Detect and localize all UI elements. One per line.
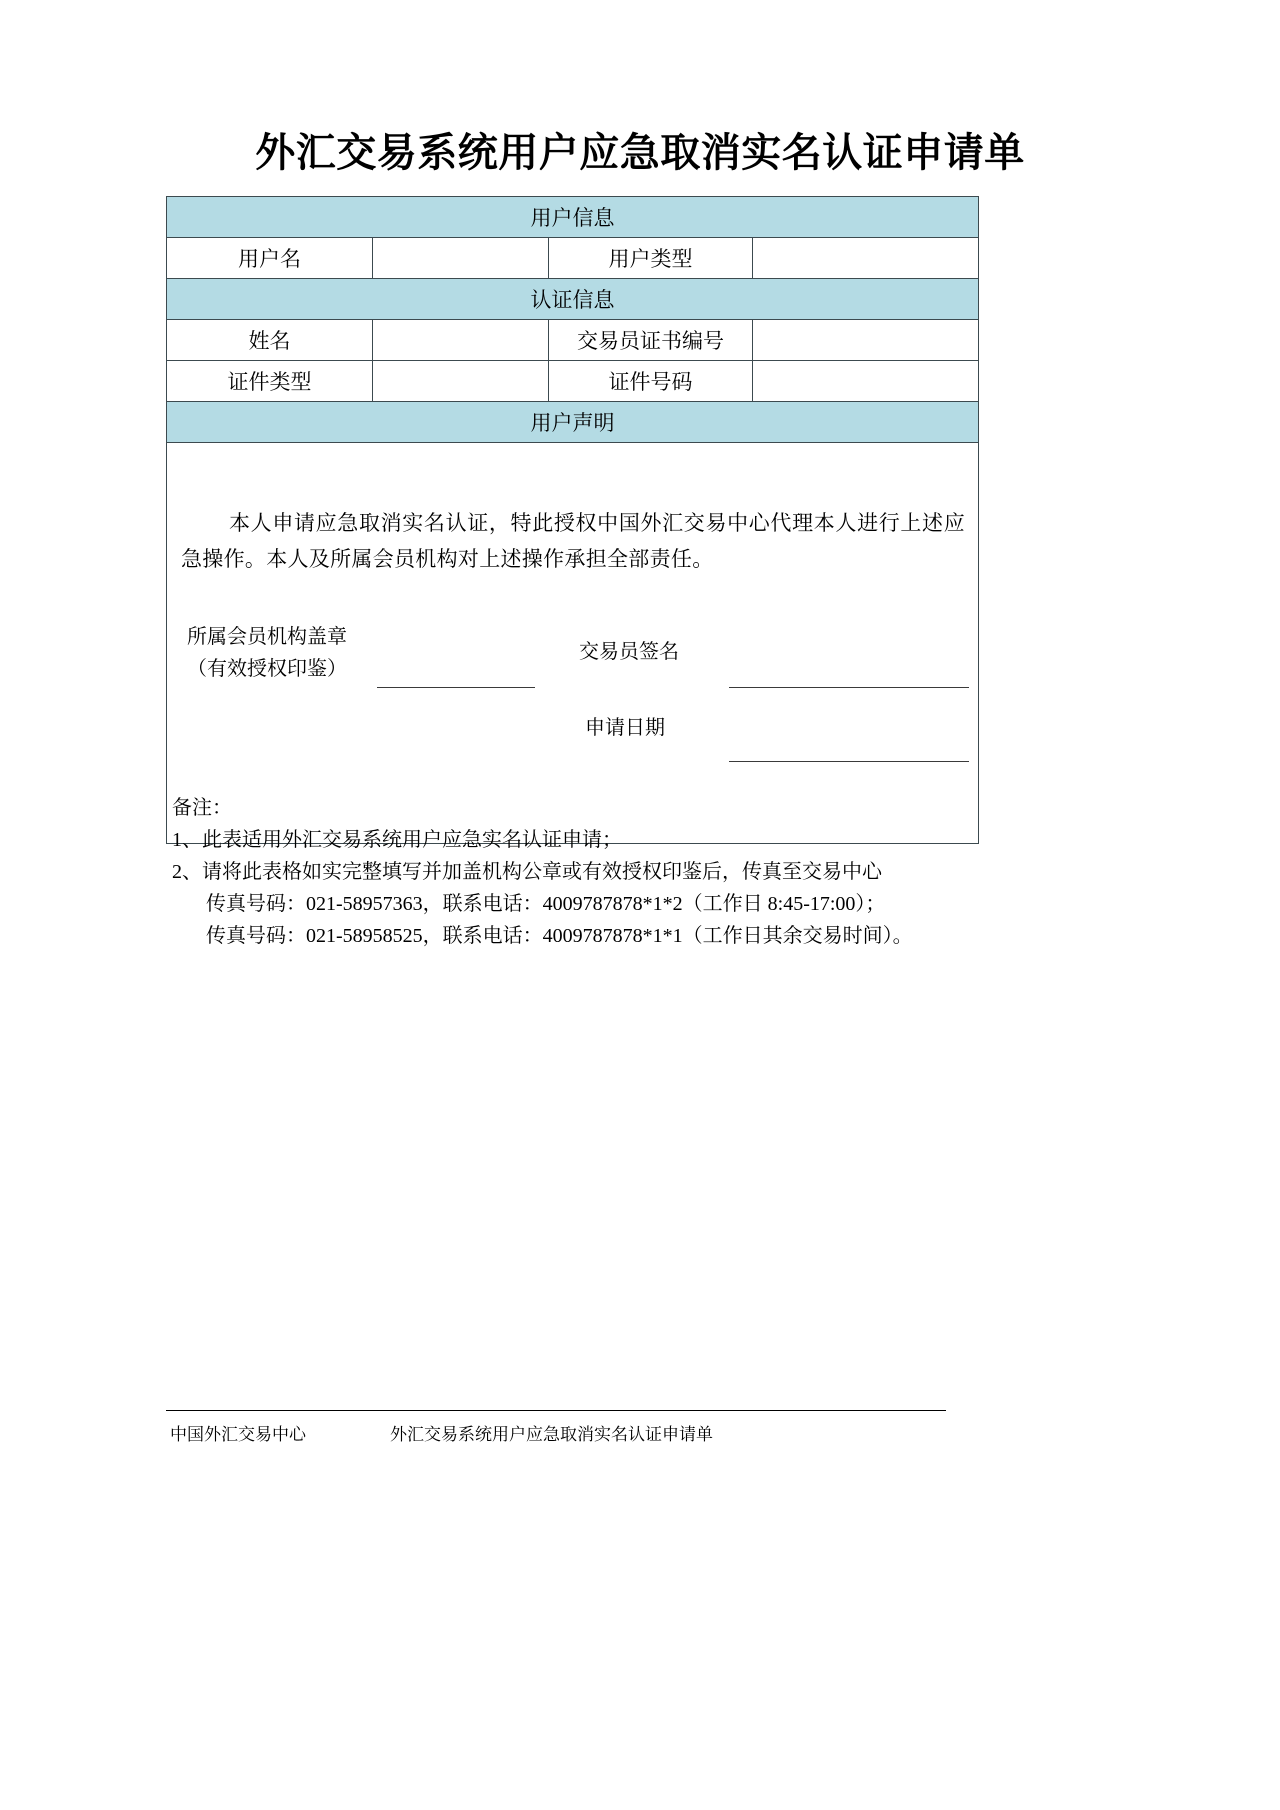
field-trader-certificate-no[interactable] — [753, 320, 979, 361]
declaration-body-text: 本人申请应急取消实名认证，特此授权中国外汇交易中心代理本人进行上述应急操作。本人及所属会员机构对上述操作承担全部责任。 — [181, 511, 965, 571]
declaration-inner — [167, 443, 978, 843]
table-row — [167, 443, 979, 844]
label-id-type: 证件类型 — [167, 361, 373, 402]
footer-row — [166, 1420, 946, 1450]
page-title: 外汇交易系统用户应急取消实名认证申请单 — [255, 130, 1025, 176]
label-trader-certificate-no: 交易员证书编号 — [549, 320, 753, 361]
seal-label-block — [187, 621, 347, 685]
label-username: 用户名 — [167, 238, 373, 279]
application-date-label: 申请日期 — [585, 717, 665, 739]
section-header-auth-info: 认证信息 — [167, 279, 979, 320]
remarks-section — [172, 792, 1012, 952]
page-footer — [166, 1410, 946, 1450]
table-row — [167, 279, 979, 320]
remarks-item-1: 1、此表适用外汇交易系统用户应急实名认证申请； — [172, 829, 622, 851]
signature-label: 交易员签名 — [579, 641, 679, 663]
table-row — [167, 402, 979, 443]
seal-label-line2: （有效授权印鉴） — [187, 658, 347, 680]
field-id-type[interactable] — [373, 361, 549, 402]
remarks-item-2: 2、请将此表格如实完整填写并加盖机构公章或有效授权印鉴后，传真至交易中心 — [172, 861, 882, 883]
declaration-cell — [167, 443, 979, 844]
field-id-number[interactable] — [753, 361, 979, 402]
table-row — [167, 197, 979, 238]
remarks-heading: 备注： — [172, 797, 232, 819]
seal-label-line1: 所属会员机构盖章 — [187, 626, 347, 648]
footer-organization: 中国外汇交易中心 — [170, 1425, 306, 1444]
table-row — [167, 238, 979, 279]
section-header-declaration: 用户声明 — [167, 402, 979, 443]
label-name: 姓名 — [167, 320, 373, 361]
application-form-table — [166, 196, 979, 844]
application-date-line[interactable] — [729, 761, 969, 762]
remarks-contact-1: 传真号码：021-58957363，联系电话：4009787878*1*2（工作日 8:45-17:00）； — [206, 893, 886, 915]
table-row — [167, 320, 979, 361]
seal-signature-line[interactable] — [377, 687, 535, 688]
remarks-contact-2: 传真号码：021-58958525，联系电话：4009787878*1*1（工作日其余交易时间）。 — [206, 925, 913, 947]
label-user-type: 用户类型 — [549, 238, 753, 279]
field-name[interactable] — [373, 320, 549, 361]
trader-signature-line[interactable] — [729, 687, 969, 688]
label-id-number: 证件号码 — [549, 361, 753, 402]
footer-form-name: 外汇交易系统用户应急取消实名认证申请单 — [390, 1425, 713, 1444]
field-username[interactable] — [373, 238, 549, 279]
section-header-user-info: 用户信息 — [167, 197, 979, 238]
footer-divider — [166, 1410, 946, 1411]
field-user-type[interactable] — [753, 238, 979, 279]
table-row — [167, 361, 979, 402]
